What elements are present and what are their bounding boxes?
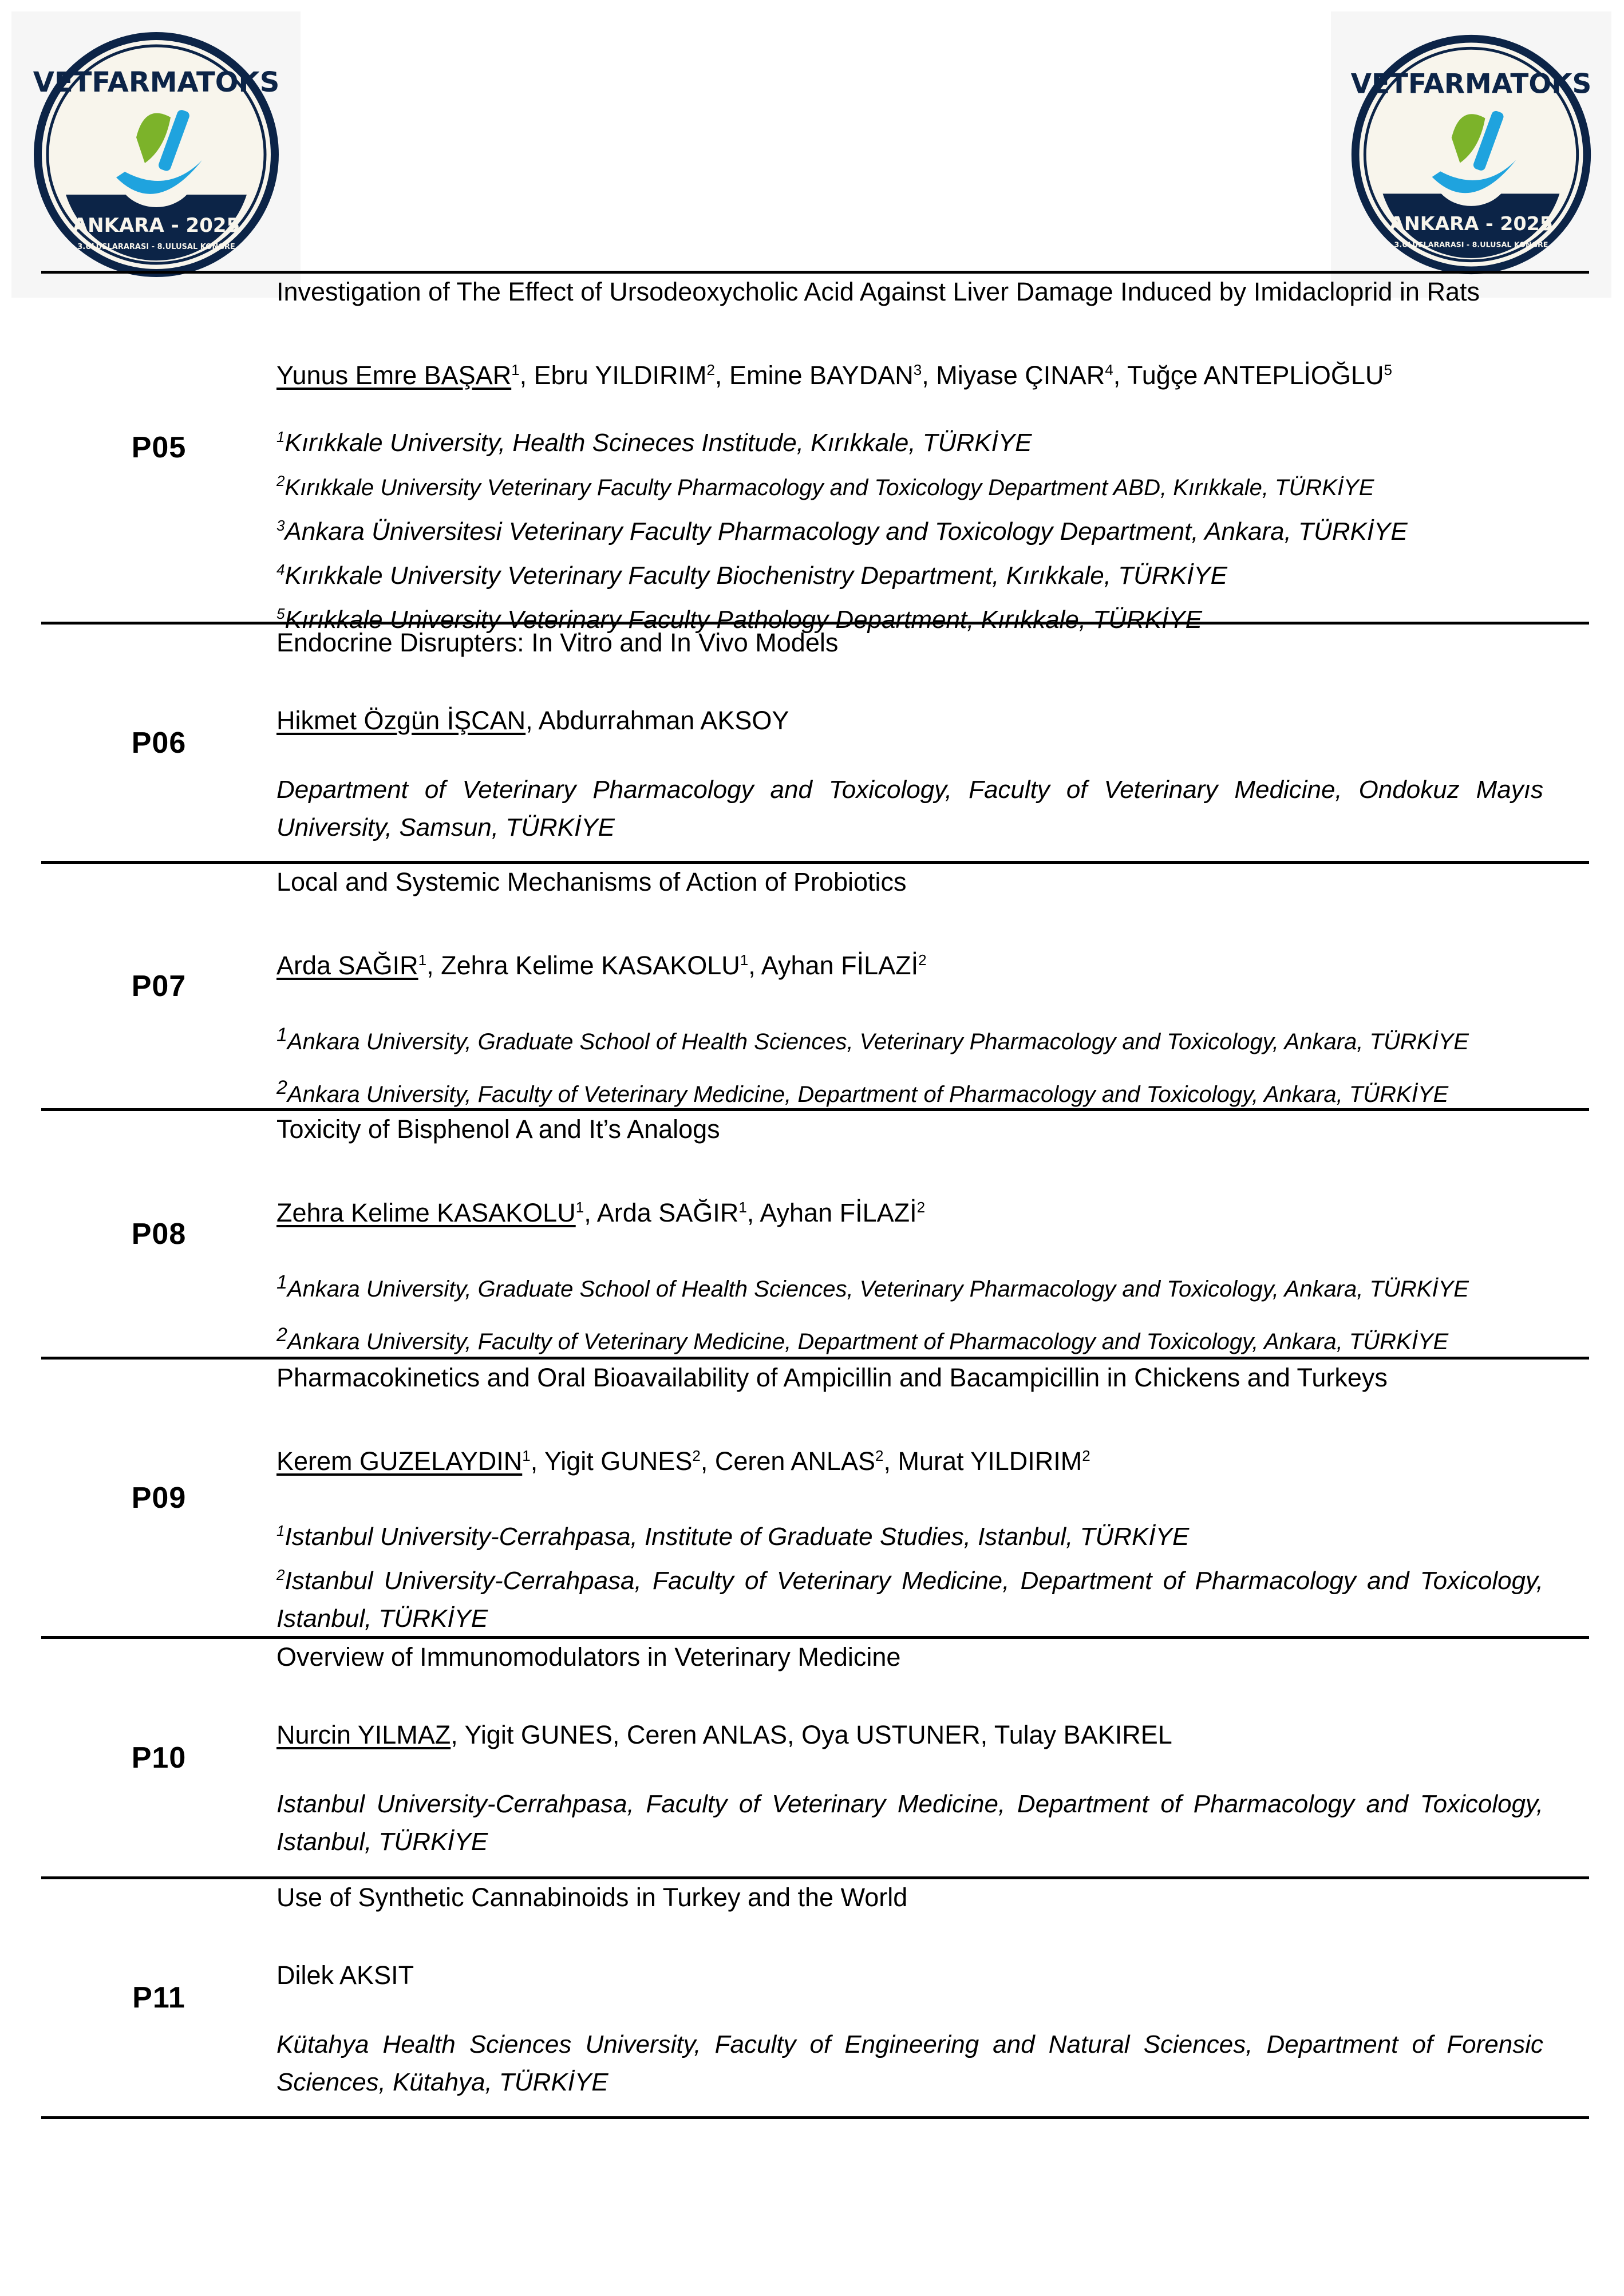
- poster-code: P10: [131, 1741, 187, 1775]
- author-list: Arda SAĞIR$^1$, Zehra Kelime KASAKOLU$^1$, Ayhan FİLAZİ$^2$: [276, 951, 927, 980]
- affiliation: [276, 551, 1543, 595]
- poster-code: P06: [131, 726, 187, 760]
- affiliation-text: Istanbul University-Cerrahpasa, Faculty of Veterinary Medicine, Department of Pharmacology and Toxicology, Istanbul, TÜRKİYE: [276, 1567, 1543, 1633]
- poster-row: [41, 1876, 1589, 2119]
- affiliation-text: Kırıkkale University Veterinary Faculty Pharmacology and Toxicology Department ABD, Kırıkkale, TÜRKİYE: [285, 475, 1374, 500]
- presenting-author-name: Zehra Kelime KASAKOLU: [276, 1198, 576, 1227]
- poster-content: [276, 625, 1589, 861]
- affiliation: [276, 1069, 1543, 1113]
- affiliation-marker: 2: [916, 1199, 926, 1216]
- poster-content: [276, 1879, 1589, 2116]
- affiliation-marker: 2: [918, 951, 927, 969]
- affiliation-text: Ankara Üniversitesi Veterinary Faculty Pharmacology and Toxicology Department, Ankara, TÜRKİYE: [285, 517, 1408, 546]
- affiliation: [276, 1512, 1543, 1556]
- svg-text:ANKARA - 2025: ANKARA - 2025: [1389, 212, 1553, 235]
- affiliation: [276, 1263, 1543, 1308]
- author-name: Ceren ANLAS: [626, 1720, 788, 1749]
- affiliation-text: Kütahya Health Sciences University, Faculty of Engineering and Natural Sciences, Department of Forensic Sciences, Kütahya, TÜRKİYE: [276, 2030, 1543, 2096]
- presenting-author-name: Nurcin YILMAZ: [276, 1720, 451, 1749]
- affiliation: [276, 418, 1543, 462]
- affiliation: [276, 771, 1543, 847]
- affiliation: [276, 1316, 1543, 1361]
- affiliation-marker: 1: [511, 361, 520, 378]
- poster-row: [41, 1636, 1589, 1876]
- author-name: Miyase ÇINAR: [936, 361, 1105, 390]
- author-list: Kerem GUZELAYDIN$^1$, Yigit GUNES$^2$, Ceren ANLAS$^2$, Murat YILDIRIM$^2$: [276, 1447, 1090, 1476]
- affiliation-marker: 2: [706, 361, 715, 378]
- affiliation-number: 1: [276, 1271, 287, 1293]
- conference-logo-left: [11, 11, 301, 298]
- poster-row: [41, 1357, 1589, 1636]
- author-name: Oya USTUNER: [801, 1720, 981, 1749]
- poster-table: [41, 271, 1589, 2119]
- affiliation-list: [276, 2026, 1543, 2101]
- poster-title: Overview of Immunomodulators in Veterinary Medicine: [276, 1642, 901, 1671]
- affiliation-text: Ankara University, Faculty of Veterinary Medicine, Department of Pharmacology and Toxicology, Ankara, TÜRKİYE: [287, 1082, 1449, 1107]
- affiliation-marker: 1: [738, 1199, 747, 1216]
- poster-content: [276, 1111, 1589, 1357]
- poster-title: Endocrine Disrupters: In Vitro and In Vivo Models: [276, 628, 839, 657]
- author-list: [276, 1958, 1543, 1993]
- affiliation-list: [276, 1016, 1543, 1113]
- affiliation-number: 2: [276, 472, 285, 489]
- affiliation: [276, 1556, 1543, 1638]
- affiliation-list: [276, 1512, 1543, 1638]
- author-name: Yigit GUNES: [464, 1720, 613, 1749]
- poster-title: Pharmacokinetics and Oral Bioavailability of Ampicillin and Bacampicillin in Chickens and Turkeys: [276, 1363, 1388, 1392]
- affiliation-number: 2: [276, 1077, 287, 1098]
- affiliation-number: 5: [276, 605, 285, 622]
- affiliation-number: 1: [276, 1024, 287, 1046]
- presenting-author-name: Arda SAĞIR: [276, 951, 418, 980]
- affiliation-marker: 1: [418, 951, 427, 969]
- affiliation: [276, 1785, 1543, 1861]
- affiliation-text: Ankara University, Graduate School of Health Sciences, Veterinary Pharmacology and Toxicology, Ankara, TÜRKİYE: [287, 1277, 1469, 1302]
- author-name: Tulay BAKIREL: [994, 1720, 1172, 1749]
- affiliation-marker: 1: [522, 1447, 531, 1464]
- affiliation-marker: 2: [692, 1447, 701, 1464]
- author-list: Hikmet Özgün İŞCAN, Abdurrahman AKSOY: [276, 706, 789, 735]
- poster-code: P11: [132, 1981, 185, 2014]
- affiliation-marker: 4: [1105, 361, 1113, 378]
- affiliation-text: Kırıkkale University, Health Scineces Institude, Kırıkkale, TÜRKİYE: [285, 429, 1032, 457]
- author-name: Zehra Kelime KASAKOLU: [441, 951, 740, 980]
- poster-code: P09: [131, 1481, 187, 1515]
- affiliation-number: 2: [276, 1566, 285, 1583]
- affiliation-number: 1: [276, 1522, 285, 1539]
- author-list: Nurcin YILMAZ, Yigit GUNES, Ceren ANLAS, Oya USTUNER, Tulay BAKIREL: [276, 1720, 1172, 1749]
- affiliation-list: [276, 1263, 1543, 1361]
- affiliation-list: [276, 771, 1543, 847]
- affiliation-marker: 1: [575, 1199, 584, 1216]
- poster-title: Use of Synthetic Cannabinoids in Turkey and the World: [276, 1883, 908, 1912]
- author-name: Dilek AKSIT: [276, 1961, 414, 1990]
- affiliation-list: [276, 1785, 1543, 1861]
- author-name: Ayhan FİLAZİ: [760, 1198, 917, 1227]
- affiliation-list: [276, 418, 1543, 639]
- author-list: Yunus Emre BAŞAR$^1$, Ebru YILDIRIM$^2$, Emine BAYDAN$^3$, Miyase ÇINAR$^4$, Tuğçe ANTEPLİOĞLU$^5$: [276, 361, 1392, 390]
- svg-text:VETFARMATOKS: VETFARMATOKS: [33, 66, 279, 98]
- poster-content: [276, 1360, 1589, 1636]
- affiliation-number: 4: [276, 561, 285, 578]
- affiliation-marker: 5: [1384, 361, 1392, 378]
- poster-content: [276, 274, 1589, 634]
- affiliation-text: Kırıkkale University Veterinary Faculty Biochenistry Department, Kırıkkale, TÜRKİYE: [285, 562, 1227, 590]
- conference-logo-right: [1331, 11, 1611, 298]
- author-name: Abdurrahman AKSOY: [538, 706, 789, 735]
- author-name: Arda SAĞIR: [596, 1198, 739, 1227]
- author-name: Ebru YILDIRIM: [534, 361, 707, 390]
- poster-row: [41, 861, 1589, 1108]
- author-name: Ayhan FİLAZİ: [761, 951, 919, 980]
- affiliation-text: Istanbul University-Cerrahpasa, Faculty of Veterinary Medicine, Department of Pharmacology and Toxicology, Istanbul, TÜRKİYE: [276, 1790, 1543, 1856]
- poster-row: [41, 622, 1589, 861]
- affiliation-marker: 3: [913, 361, 922, 378]
- vetfarmatoks-logo-icon: [30, 29, 282, 280]
- vetfarmatoks-logo-icon: [1348, 31, 1594, 278]
- svg-text:3.ULUSLARARASI - 8.ULUSAL KONG: 3.ULUSLARARASI - 8.ULUSAL KONGRE: [77, 243, 235, 251]
- svg-text:3.ULUSLARARASI - 8.ULUSAL KONG: 3.ULUSLARARASI - 8.ULUSAL KONGRE: [1394, 240, 1548, 249]
- poster-content: [276, 1639, 1589, 1876]
- author-list: Zehra Kelime KASAKOLU$^1$, Arda SAĞIR$^1$, Ayhan FİLAZİ$^2$: [276, 1198, 926, 1227]
- poster-code: P08: [131, 1217, 187, 1251]
- author-name: Tuğçe ANTEPLİOĞLU: [1127, 361, 1384, 390]
- poster-title: Local and Systemic Mechanisms of Action of Probiotics: [276, 867, 907, 896]
- author-name: Yigit GUNES: [544, 1447, 693, 1476]
- affiliation-text: Istanbul University-Cerrahpasa, Institute of Graduate Studies, Istanbul, TÜRKİYE: [285, 1523, 1190, 1551]
- affiliation: [276, 2026, 1543, 2101]
- presenting-author-name: Hikmet Özgün İŞCAN: [276, 706, 526, 735]
- poster-row: [41, 1108, 1589, 1357]
- affiliation: [276, 462, 1543, 507]
- author-name: Ceren ANLAS: [714, 1447, 875, 1476]
- poster-code: P07: [131, 969, 187, 1003]
- affiliation-number: 2: [276, 1324, 287, 1346]
- poster-content: [276, 864, 1589, 1108]
- svg-text:VETFARMATOKS: VETFARMATOKS: [1350, 68, 1592, 100]
- author-name: Murat YILDIRIM: [898, 1447, 1082, 1476]
- affiliation: [276, 1016, 1543, 1061]
- affiliation-marker: 2: [1082, 1447, 1090, 1464]
- poster-code: P05: [131, 431, 187, 464]
- affiliation-number: 1: [276, 428, 285, 445]
- poster-title: Investigation of The Effect of Ursodeoxycholic Acid Against Liver Damage Induced by Imidacloprid in Rats: [276, 277, 1480, 306]
- affiliation-text: Ankara University, Graduate School of Health Sciences, Veterinary Pharmacology and Toxicology, Ankara, TÜRKİYE: [287, 1029, 1469, 1054]
- affiliation-marker: 2: [875, 1447, 884, 1464]
- affiliation-text: Ankara University, Faculty of Veterinary Medicine, Department of Pharmacology and Toxicology, Ankara, TÜRKİYE: [287, 1329, 1449, 1354]
- author-name: Emine BAYDAN: [729, 361, 914, 390]
- presenting-author-name: Yunus Emre BAŞAR: [276, 361, 512, 390]
- presenting-author-name: Kerem GUZELAYDIN: [276, 1447, 523, 1476]
- poster-row: [41, 271, 1589, 634]
- affiliation-text: Kırıkkale University Veterinary Faculty Pathology Department, Kırıkkale, TÜRKİYE: [285, 606, 1202, 634]
- affiliation-text: Department of Veterinary Pharmacology and Toxicology, Faculty of Veterinary Medicine, Ondokuz Mayıs University, Samsun, TÜRKİYE: [276, 776, 1543, 841]
- affiliation: [276, 507, 1543, 551]
- poster-title: Toxicity of Bisphenol A and It’s Analogs: [276, 1115, 720, 1144]
- svg-text:ANKARA - 2025: ANKARA - 2025: [72, 214, 240, 237]
- affiliation-number: 3: [276, 517, 285, 534]
- affiliation-marker: 1: [740, 951, 749, 969]
